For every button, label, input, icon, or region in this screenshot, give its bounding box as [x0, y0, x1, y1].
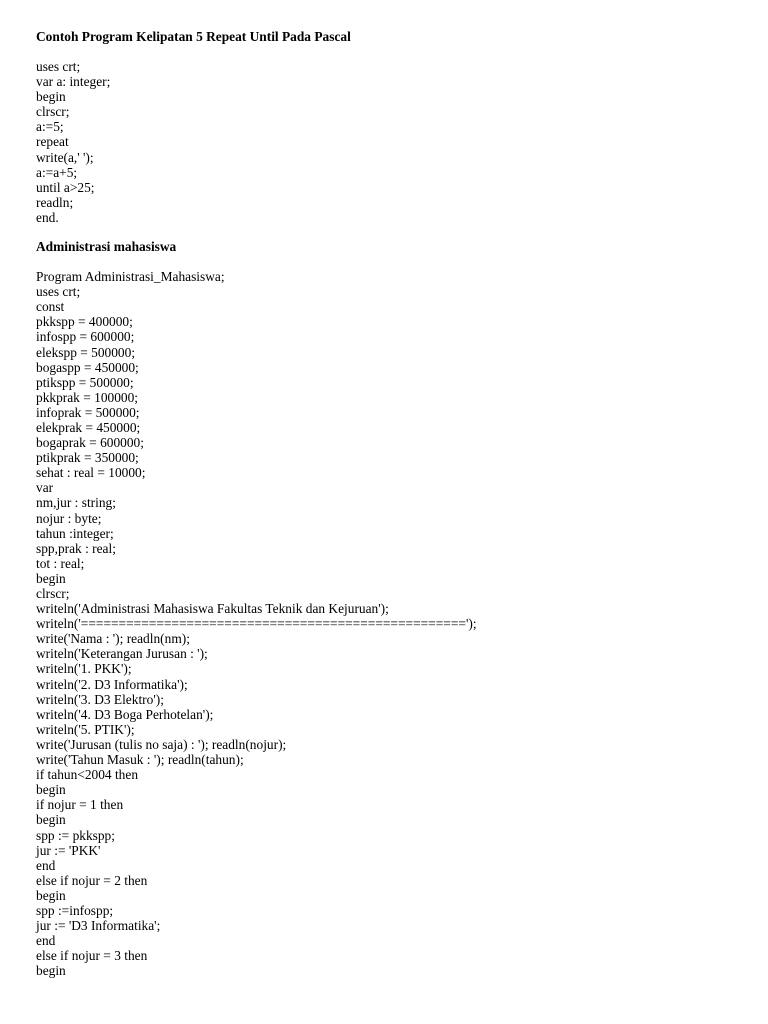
code-line: a:=a+5;: [36, 164, 78, 180]
code-line: bogaspp = 450000;: [36, 359, 139, 375]
code-line: tot : real;: [36, 555, 85, 571]
code-block-administrasi: [36, 269, 736, 978]
document-page: [36, 29, 736, 978]
code-line: infospp = 600000;: [36, 329, 135, 345]
code-line: write('Nama : '); readln(nm);: [36, 631, 190, 647]
code-line: writeln('1. PKK');: [36, 661, 132, 677]
section-gap: [36, 255, 736, 269]
code-line: writeln('===================================================');: [36, 616, 477, 632]
code-line: nojur : byte;: [36, 510, 102, 526]
code-line: var: [36, 480, 54, 496]
code-line: write('Jurusan (tulis no saja) : '); readln(nojur);: [36, 736, 287, 752]
code-block-repeat-until: [36, 59, 736, 225]
code-line: spp,prak : real;: [36, 540, 116, 556]
code-line: var a: integer;: [36, 74, 111, 90]
code-line: writeln('2. D3 Informatika');: [36, 676, 188, 692]
code-line: uses crt;: [36, 59, 81, 74]
code-line: sehat : real = 10000;: [36, 465, 146, 481]
code-line: pkkspp = 400000;: [36, 314, 133, 330]
code-line: uses crt;: [36, 284, 81, 300]
code-line: begin: [36, 963, 66, 979]
code-line: if tahun<2004 then: [36, 767, 139, 783]
section-title-repeat-until: Contoh Program Kelipatan 5 Repeat Until Pada Pascal: [36, 29, 351, 44]
code-line: tahun :integer;: [36, 525, 114, 541]
code-line: writeln('3. D3 Elektro');: [36, 691, 164, 707]
code-line: end: [36, 933, 56, 949]
code-line: write('Tahun Masuk : '); readln(tahun);: [36, 752, 244, 768]
code-line: spp :=infospp;: [36, 902, 114, 918]
code-line: a:=5;: [36, 119, 64, 135]
code-line: writeln('4. D3 Boga Perhotelan');: [36, 706, 214, 722]
code-line: ptikspp = 500000;: [36, 374, 134, 390]
code-line: write(a,' ');: [36, 149, 94, 165]
code-line: writeln('Administrasi Mahasiswa Fakultas Teknik dan Kejuruan');: [36, 601, 389, 617]
code-line: const: [36, 299, 65, 315]
code-line: clrscr;: [36, 586, 70, 601]
code-line: writeln('5. PTIK');: [36, 721, 135, 737]
code-line: writeln('Keterangan Jurusan : ');: [36, 646, 208, 662]
section-gap: [36, 45, 736, 59]
code-line: repeat: [36, 134, 69, 150]
code-line: readln;: [36, 194, 74, 210]
code-line: ptikprak = 350000;: [36, 450, 139, 466]
code-line: elekprak = 450000;: [36, 419, 141, 435]
code-line: else if nojur = 3 then: [36, 948, 148, 964]
code-line: until a>25;: [36, 179, 95, 195]
code-line: clrscr;: [36, 104, 70, 120]
code-line: Program Administrasi_Mahasiswa;: [36, 269, 225, 285]
code-line: begin: [36, 89, 66, 105]
code-line: begin: [36, 812, 66, 828]
code-line: else if nojur = 2 then: [36, 872, 148, 888]
code-line: pkkprak = 100000;: [36, 389, 139, 405]
code-line: spp := pkkspp;: [36, 827, 115, 843]
code-line: if nojur = 1 then: [36, 797, 124, 813]
code-line: jur := 'D3 Informatika';: [36, 918, 161, 934]
section-title-administrasi: Administrasi mahasiswa: [36, 239, 177, 255]
code-line: nm,jur : string;: [36, 495, 116, 511]
code-line: end.: [36, 209, 59, 225]
code-line: begin: [36, 782, 66, 798]
code-line: jur := 'PKK': [36, 842, 101, 858]
code-line: bogaprak = 600000;: [36, 435, 144, 451]
code-line: begin: [36, 570, 66, 586]
code-line: elekspp = 500000;: [36, 344, 136, 360]
code-line: infoprak = 500000;: [36, 404, 140, 420]
code-line: begin: [36, 887, 66, 903]
code-line: end: [36, 857, 56, 873]
section-gap: [36, 225, 736, 239]
